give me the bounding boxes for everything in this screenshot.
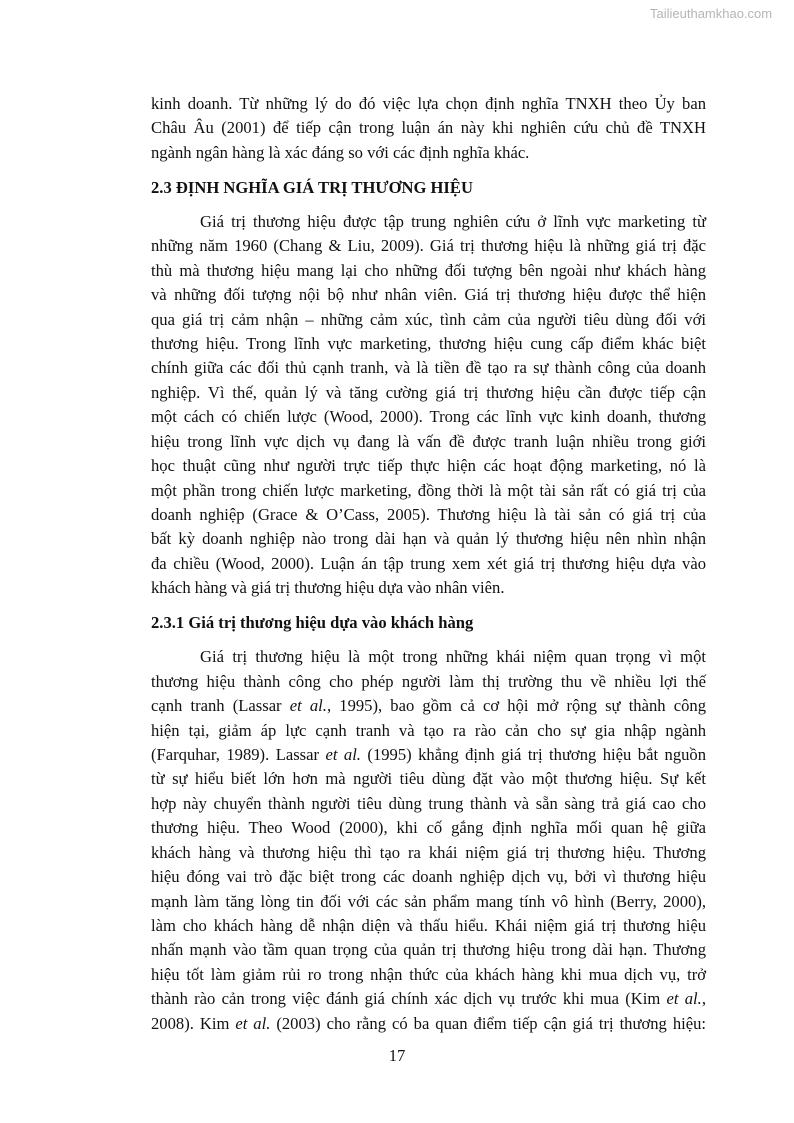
text-line [151, 259, 706, 283]
text-line [151, 116, 706, 140]
text-segment: (Farquhar, 1989). Lassar [151, 744, 326, 764]
text-line [151, 694, 706, 718]
text-segment: khách hàng và giá trị thương hiệu dựa vào nhân viên. [151, 578, 505, 598]
text-segment: kinh doanh. Từ những lý do đó việc lựa chọn định nghĩa TNXH theo Ủy ban [151, 94, 706, 113]
text-segment: (2003) cho rằng có ba quan điểm tiếp cận giá trị thương hiệu: [270, 1013, 707, 1033]
text-segment: thương hiệu thành công cho phép người làm thị trường thu về nhiều lợi thế [151, 671, 706, 691]
text-segment: thương hiệu. Theo Wood (2000), khi cố gắng định nghĩa mối quan hệ giữa [151, 818, 706, 838]
text-line [151, 283, 706, 307]
text-line [151, 841, 706, 865]
text-segment: , 1995), bao gồm cả cơ hội mở rộng sự thành công [326, 696, 706, 716]
text-segment: hiệu trong lĩnh vực dịch vụ đang là vấn đề được tranh luận nhiều trong giới [151, 431, 706, 451]
text-line [151, 914, 706, 938]
italic-text: et al. [235, 1013, 271, 1033]
text-segment: từ sự hiểu biết lớn hơn mà người tiêu dùng đặt vào một thương hiệu. Sự kết [151, 769, 706, 789]
text-segment: , [701, 989, 706, 1009]
section-heading: 2.3 ĐỊNH NGHĨA GIÁ TRỊ THƯƠNG HIỆU [151, 177, 473, 197]
text-segment: bất kỳ doanh nghiệp nào trong dài hạn và quản lý thương hiệu nên nhìn nhận [151, 529, 706, 549]
text-line [151, 234, 706, 258]
text-line [151, 479, 706, 503]
document-body [151, 92, 706, 1036]
text-line [151, 308, 706, 332]
text-segment: ngành ngân hàng là xác đáng so với các định nghĩa khác. [151, 142, 530, 162]
text-segment: thương hiệu. Trong lĩnh vực marketing, thương hiệu cung cấp điểm khác biệt [151, 333, 706, 353]
text-segment: 2008). Kim [151, 1013, 236, 1033]
text-line [151, 645, 706, 669]
text-segment: những năm 1960 (Chang & Liu, 2009). Giá trị thương hiệu là những giá trị đặc [151, 236, 706, 256]
text-line [151, 1012, 706, 1036]
text-segment: khách hàng và thương hiệu thì tạo ra khái niệm giá trị thương hiệu. Thương [151, 842, 706, 862]
text-segment: hiện tại, giảm áp lực cạnh tranh và tạo ra rào cản cho sự gia nhập ngành [151, 720, 706, 740]
watermark: Tailieuthamkhao.com [650, 6, 773, 21]
text-segment: hợp này chuyển thành người tiêu dùng trung thành và sẵn sàng trả giá cao cho [151, 793, 706, 813]
text-segment: một phần trong chiến lược marketing, đồng thời là một tài sản rất có giá trị của [151, 480, 706, 500]
page-number: 17 [388, 1046, 406, 1065]
text-line [151, 743, 706, 767]
text-segment: hiệu đóng vai trò đặc biệt trong các doanh nghiệp dịch vụ, bởi vì thương hiệu [151, 867, 706, 887]
text-line [151, 938, 706, 962]
italic-text: et al. [666, 989, 702, 1009]
paragraph [151, 645, 706, 1036]
text-segment: Giá trị thương hiệu được tập trung nghiên cứu ở lĩnh vực marketing từ [200, 211, 706, 231]
text-segment: đa chiều (Wood, 2000). Luận án tập trung xem xét giá trị thương hiệu dựa vào [151, 553, 706, 573]
text-segment: thành rào cản trong việc đánh giá chính xác dịch vụ trước khi mua (Kim [151, 989, 667, 1009]
text-segment: chính giữa các đối thủ cạnh tranh, và là tiền đề tạo ra sự thành công của doanh [151, 358, 706, 378]
italic-text: et al. [325, 744, 361, 764]
paragraph [151, 210, 706, 601]
text-segment: nhấn mạnh vào tầm quan trọng của quản trị thương hiệu trong dài hạn. Thương [151, 940, 706, 960]
text-line [151, 890, 706, 914]
text-line [151, 865, 706, 889]
text-line [151, 719, 706, 743]
text-line [151, 527, 706, 551]
text-segment: qua giá trị cảm nhận – những cảm xúc, tình cảm của người tiêu dùng đối với [151, 309, 706, 329]
text-segment: (1995) khẳng định giá trị thương hiệu bắt nguồn [360, 744, 707, 764]
text-segment: học thuật cũng như người trực tiếp thực hiện các hoạt động marketing, nó là [151, 456, 706, 476]
section-heading: 2.3.1 Giá trị thương hiệu dựa vào khách hàng [151, 613, 474, 633]
text-segment: và những đối tượng nội bộ như nhân viên. Giá trị thương hiệu được thể hiện [151, 285, 706, 305]
text-segment: làm cho khách hàng dễ nhận diện và thấu hiểu. Khái niệm giá trị thương hiệu [151, 916, 706, 935]
text-segment: doanh nghiệp (Grace & O’Cass, 2005). Thương hiệu là tài sản có giá trị của [151, 505, 706, 524]
text-line [151, 963, 706, 987]
text-line [151, 405, 706, 429]
text-line [151, 356, 706, 380]
paragraph [151, 92, 706, 165]
text-line [151, 430, 706, 454]
text-line [151, 381, 706, 405]
text-segment: cạnh tranh (Lassar [151, 696, 290, 716]
text-segment: thù mà thương hiệu mang lại cho những đối tượng bên ngoài như khách hàng [151, 260, 706, 280]
text-line [151, 454, 706, 478]
text-segment: nghiệp. Vì thế, quản lý và tăng cường giá trị thương hiệu cần được tiếp cận [151, 382, 706, 402]
text-line [151, 670, 706, 694]
text-line [151, 552, 706, 576]
text-line [151, 503, 706, 527]
text-segment: Giá trị thương hiệu là một trong những khái niệm quan trọng vì một [200, 647, 706, 667]
text-segment: mạnh làm tăng lòng tin đối với các sản phẩm mang tính vô hình (Berry, 2000), [151, 891, 706, 911]
text-segment: Châu Âu (2001) để tiếp cận trong luận án này khi nghiên cứu chủ đề TNXH [151, 118, 706, 138]
text-line [151, 767, 706, 791]
italic-text: et al. [289, 696, 327, 716]
text-line [151, 816, 706, 840]
text-line [151, 792, 706, 816]
text-segment: hiệu tốt làm giảm rủi ro trong nhận thức của khách hàng khi mua dịch vụ, trở [151, 964, 706, 984]
text-segment: một cách có chiến lược (Wood, 2000). Trong các lĩnh vực kinh doanh, thương [151, 407, 706, 427]
text-line [151, 576, 706, 600]
text-line [151, 141, 706, 165]
text-line [151, 210, 706, 234]
text-line [151, 92, 706, 116]
text-line [151, 987, 706, 1011]
text-line [151, 332, 706, 356]
